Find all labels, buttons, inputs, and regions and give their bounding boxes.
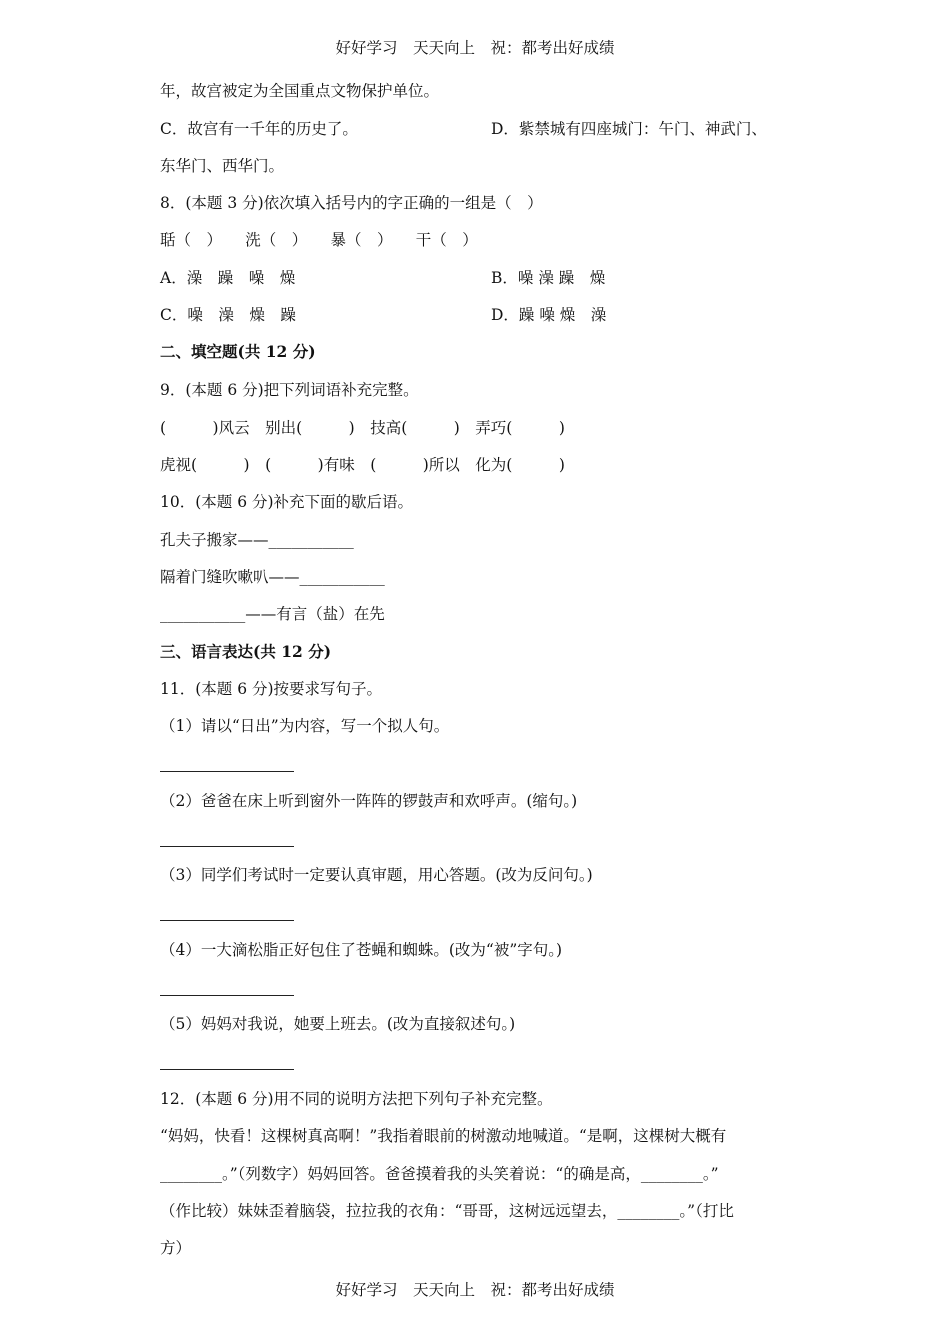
q8-option-d: D．躁 噪 燥 澡	[491, 306, 607, 324]
q8-blanks: 聒（ ） 洗（ ） 暴（ ） 干（ ）	[160, 231, 478, 249]
q9-row-1: ( )风云 别出( ) 技高( ) 弄巧( )	[160, 419, 565, 437]
q11-item-2: （2）爸爸在床上听到窗外一阵阵的锣鼓声和欢呼声。(缩句。)	[160, 792, 578, 810]
q9-stem: 9．(本题 6 分)把下列词语补充完整。	[160, 381, 419, 399]
q9-row-2: 虎视( ) ( )有味 ( )所以 化为( )	[160, 456, 565, 474]
q10-line-1: 孔夫子搬家——___________	[160, 531, 354, 549]
q11-item-4: （4）一大滴松脂正好包住了苍蝇和蜘蛛。(改为“被”字句。)	[160, 941, 563, 959]
q8-option-b: B．噪 澡 躁 燥	[491, 269, 606, 287]
q12-stem: 12．(本题 6 分)用不同的说明方法把下列句子补充完整。	[160, 1090, 553, 1108]
q7-option-c: C．故宫有一千年的历史了。	[160, 120, 358, 138]
q11-answer-line-2[interactable]	[160, 846, 294, 847]
page-footer: 好好学习 天天向上 祝：都考出好成绩	[335, 1281, 615, 1299]
q10-line-3: ___________——有言（盐）在先	[160, 605, 385, 623]
q12-line-3: （作比较）妹妹歪着脑袋，拉拉我的衣角：“哥哥，这树远远望去，________。”（打比	[160, 1202, 734, 1220]
q11-item-5: （5）妈妈对我说，她要上班去。(改为直接叙述句。)	[160, 1015, 516, 1033]
page-header: 好好学习 天天向上 祝：都考出好成绩	[335, 39, 615, 57]
q11-item-1: （1）请以“日出”为内容，写一个拟人句。	[160, 717, 450, 735]
q7-option-d-cont: 东华门、西华门。	[160, 157, 285, 175]
q12-line-4: 方）	[160, 1239, 192, 1257]
q10-stem: 10．(本题 6 分)补充下面的歇后语。	[160, 493, 414, 511]
q7-option-d: D．紫禁城有四座城门：午门、神武门、	[491, 120, 767, 138]
q10-line-2: 隔着门缝吹嗽叭——___________	[160, 568, 385, 586]
q11-answer-line-5[interactable]	[160, 1069, 294, 1070]
q11-stem: 11．(本题 6 分)按要求写句子。	[160, 680, 383, 698]
q11-answer-line-4[interactable]	[160, 995, 294, 996]
q8-option-c: C．噪 澡 燥 躁	[160, 306, 296, 324]
q7-tail-line: 年，故宫被定为全国重点文物保护单位。	[160, 82, 440, 100]
q12-line-1: “妈妈，快看！这棵树真高啊！”我指着眼前的树激动地喊道。“是啊，这棵树大概有	[160, 1127, 727, 1145]
q8-stem: 8．(本题 3 分)依次填入括号内的字正确的一组是（ ）	[160, 194, 543, 212]
q12-line-2: ________。”（列数字）妈妈回答。爸爸摸着我的头笑着说：“的确是高，________。”	[160, 1165, 719, 1183]
q11-item-3: （3）同学们考试时一定要认真审题，用心答题。(改为反问句。)	[160, 866, 593, 884]
section-3-title: 三、语言表达(共 12 分)	[160, 642, 332, 661]
section-2-title: 二、填空题(共 12 分)	[160, 342, 316, 361]
q11-answer-line-3[interactable]	[160, 920, 294, 921]
q8-option-a: A．澡 躁 噪 燥	[160, 269, 296, 287]
q11-answer-line-1[interactable]	[160, 771, 294, 772]
